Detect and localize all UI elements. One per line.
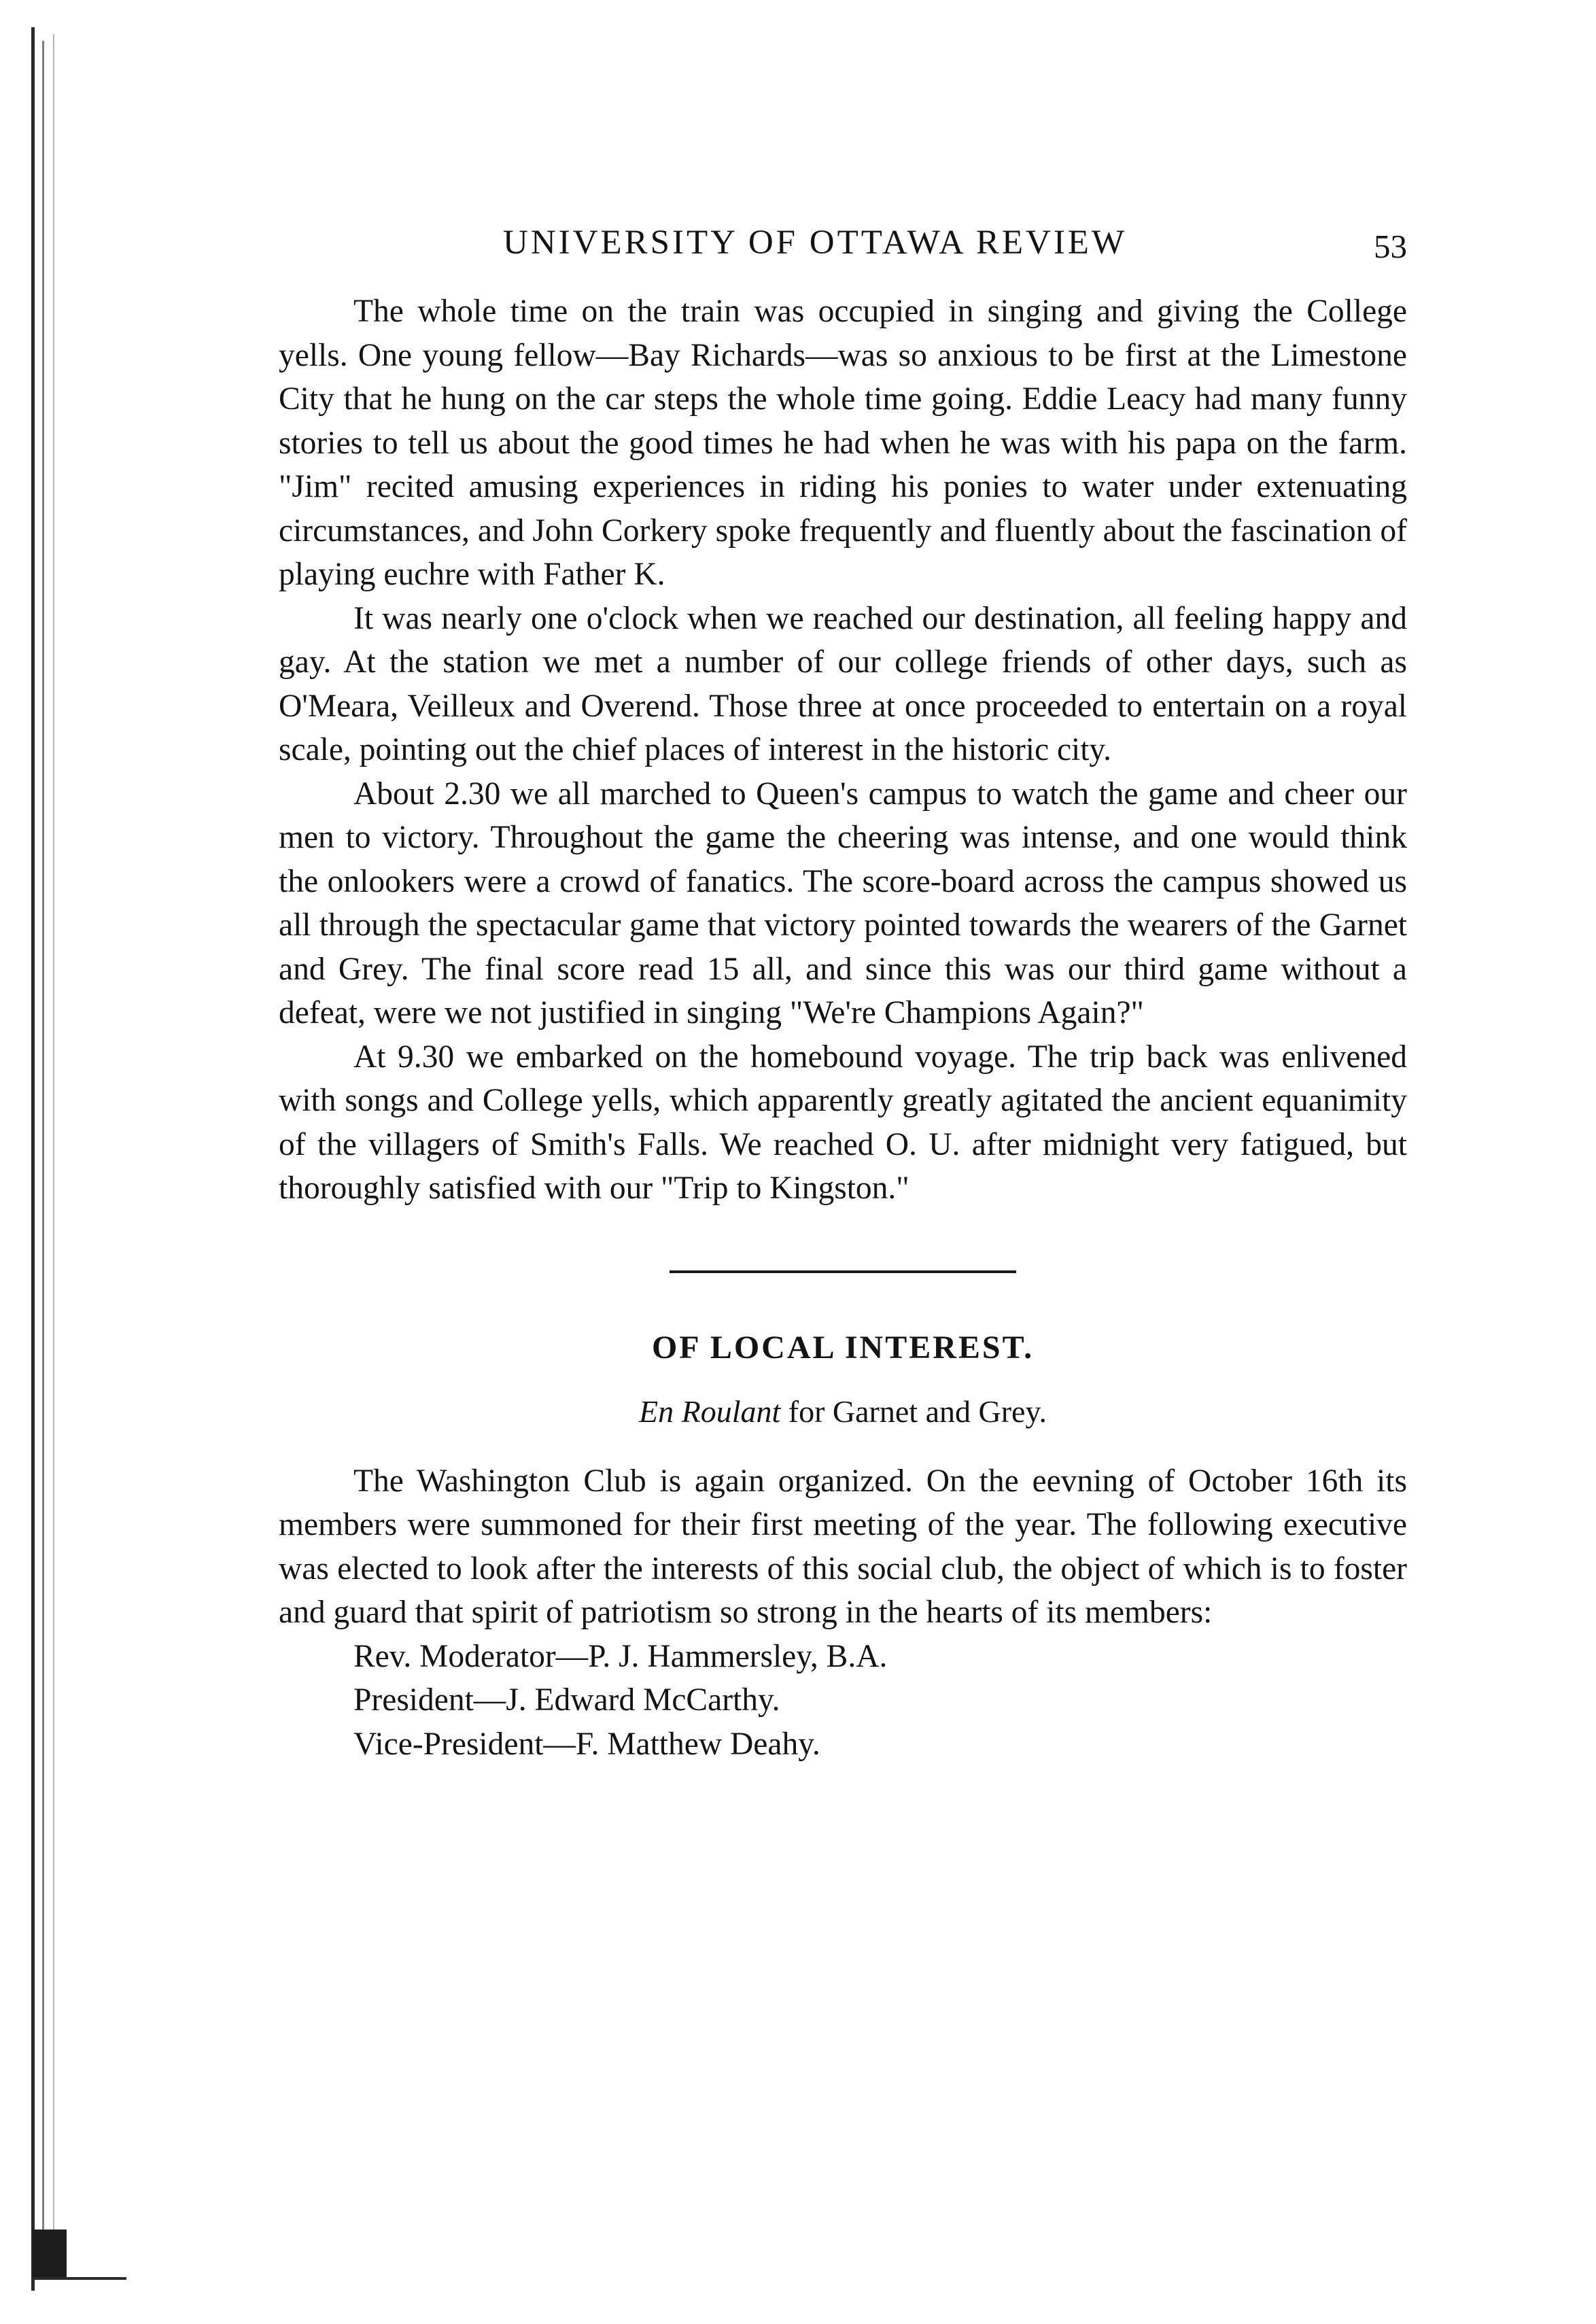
running-head	[279, 204, 1407, 265]
binding-edge	[12, 27, 73, 2311]
officer-line: Vice-President—F. Matthew Deahy.	[353, 1726, 820, 1762]
section-divider	[670, 1270, 1016, 1273]
subtitle-rest: for Garnet and Grey.	[780, 1393, 1047, 1429]
section-title: OF LOCAL INTEREST.	[651, 1329, 1035, 1366]
subtitle-italic: En Roulant	[639, 1393, 781, 1429]
officer-line: President—J. Edward McCarthy.	[353, 1682, 780, 1718]
binding-line	[31, 2277, 126, 2280]
club-body	[279, 1459, 1407, 1635]
section-subtitle	[279, 1393, 1407, 1429]
binding-line	[53, 34, 54, 2277]
officer-line: Rev. Moderator—P. J. Hammersley, B.A.	[353, 1638, 888, 1674]
page	[279, 204, 1407, 1766]
running-title: UNIVERSITY OF OTTAWA REVIEW	[503, 224, 1128, 262]
binding-line	[31, 27, 35, 2291]
paragraph: At 9.30 we embarked on the homebound voyage. The trip back was enlivened with songs and College yells, which apparently greatly agitated the ancient equanimity of the villagers of Smith's Falls. We reached O. U. after midnight very fatigued, but thoroughly satisfied with our "Trip to Kingston."	[279, 1039, 1407, 1206]
paragraph: The whole time on the train was occupied in singing and giving the College yells. One young fellow—Bay Richards—was so anxious to be first at the Limestone City that he hung on the car steps the whole time going. Eddie Leacy had many funny stories to tell us about the good times he had when he was with his papa on the farm. "Jim" recited amusing experiences in riding his ponies to water under extenuating circumstances, and John Corkery spoke frequently and fluently about the fascination of playing euchre with Father K.	[279, 294, 1407, 592]
paragraph: It was nearly one o'clock when we reached our destination, all feeling happy and gay. At the station we met a number of our college friends of other days, such as O'Meara, Veilleux and Overend. Those three at once proceeded to entertain on a royal scale, pointing out the chief places of interest in the historic city.	[279, 600, 1407, 767]
paragraph: About 2.30 we all marched to Queen's campus to watch the game and cheer our men to victory. Throughout the game the cheering was intense, and one would think the onlookers were a crowd of fanatics. The score-board across the campus showed us all through the spectacular game that victory pointed towards the wearers of the Garnet and Grey. The final score read 15 all, and since this was our third game without a defeat, were we not justified in singing "We're Champions Again?"	[279, 776, 1407, 1030]
page-number: 53	[1374, 228, 1407, 265]
binding-line	[42, 41, 44, 2270]
article-body	[279, 290, 1407, 1211]
paragraph: The Washington Club is again organized. On the eevning of October 16th its members were summoned for their first meeting of the year. The following executive was elected to look after the interests of this social club, the object of which is to foster and guard that spirit of patriotism so strong in the hearts of its members:	[279, 1463, 1407, 1630]
officer-list	[279, 1635, 1407, 1767]
binding-line	[33, 2230, 67, 2277]
